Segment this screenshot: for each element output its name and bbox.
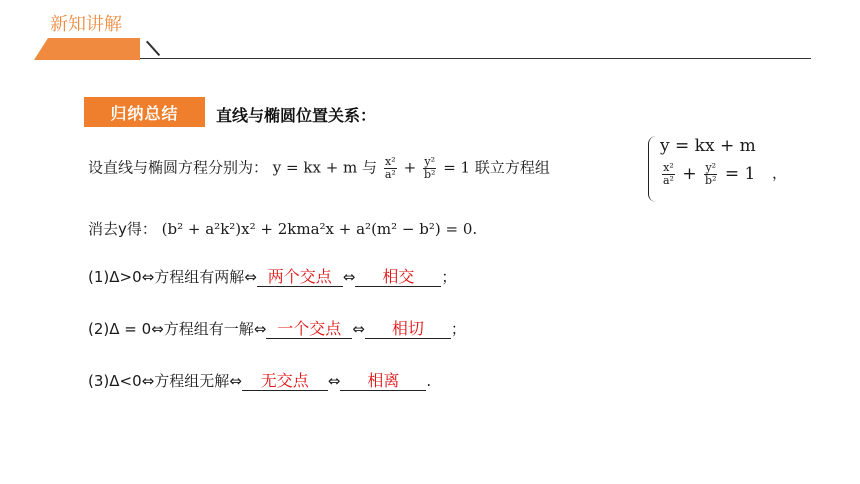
case-2-answer-1: 一个交点 [266,320,352,339]
setup-suffix: 联立方程组 [474,158,550,177]
y-fraction [423,156,436,181]
summary-heading: 直线与椭圆位置关系： [216,106,377,125]
case-2-arrow: ⇔ [352,320,365,338]
case-2-answer-2: 相切 [365,320,451,339]
case-1-arrow: ⇔ [342,268,356,286]
header-rule [140,58,811,59]
x-denominator: a² [384,168,396,181]
header-title: 新知讲解 [50,14,122,35]
sys-x-numerator: x² [663,161,674,174]
case-2-end: ； [450,320,466,338]
sys-y-fraction [704,162,717,187]
sys-y-denominator: b² [705,174,717,187]
sys-x-denominator: a² [663,174,674,187]
setup-line [88,156,550,181]
system-trailing-comma: ， [772,164,788,182]
header-tab [34,38,140,60]
case-2-prefix: (2)Δ = 0⇔方程组有一解⇔ [88,320,267,338]
x-fraction [384,156,397,181]
setup-conj: 与 [362,158,378,177]
system-brace [648,136,657,202]
case-3-answer-2: 相离 [340,372,426,391]
case-2 [88,318,466,339]
equation-system [648,134,788,206]
sys-equals-one: = 1 [724,164,756,184]
header-rule-slash [146,41,160,56]
y-numerator: y² [424,155,435,168]
line-equation: y = kx + m [272,158,358,177]
case-1-end: ； [441,268,457,286]
equals-one: = 1 [443,158,471,177]
case-1-answer-2: 相交 [355,268,441,287]
setup-prefix: 设直线与椭圆方程分别为： [88,158,269,177]
case-3-prefix: (3)Δ<0⇔方程组无解⇔ [88,372,242,390]
plus-sign: + [403,158,417,177]
case-3 [88,370,431,391]
case-3-arrow: ⇔ [327,372,341,390]
sys-y-numerator: y² [705,161,717,174]
y-denominator: b² [423,168,436,181]
sys-x-fraction [662,162,675,187]
summary-badge: 归纳总结 [84,97,205,127]
case-3-end: . [426,372,432,390]
case-1 [88,266,456,287]
system-eq-ellipse [660,162,755,187]
eliminate-line [88,218,477,239]
case-1-prefix: (1)Δ>0⇔方程组有两解⇔ [88,268,257,286]
sys-plus: + [682,164,697,184]
eliminate-equation: (b² + a²k²)x² + 2kma²x + a²(m² − b²) = 0. [161,220,478,238]
eliminate-prefix: 消去y得： [88,220,157,238]
system-eq-line: y = kx + m [660,136,756,156]
case-3-answer-1: 无交点 [242,372,328,391]
x-numerator: x² [385,155,396,168]
case-1-answer-1: 两个交点 [257,268,343,287]
